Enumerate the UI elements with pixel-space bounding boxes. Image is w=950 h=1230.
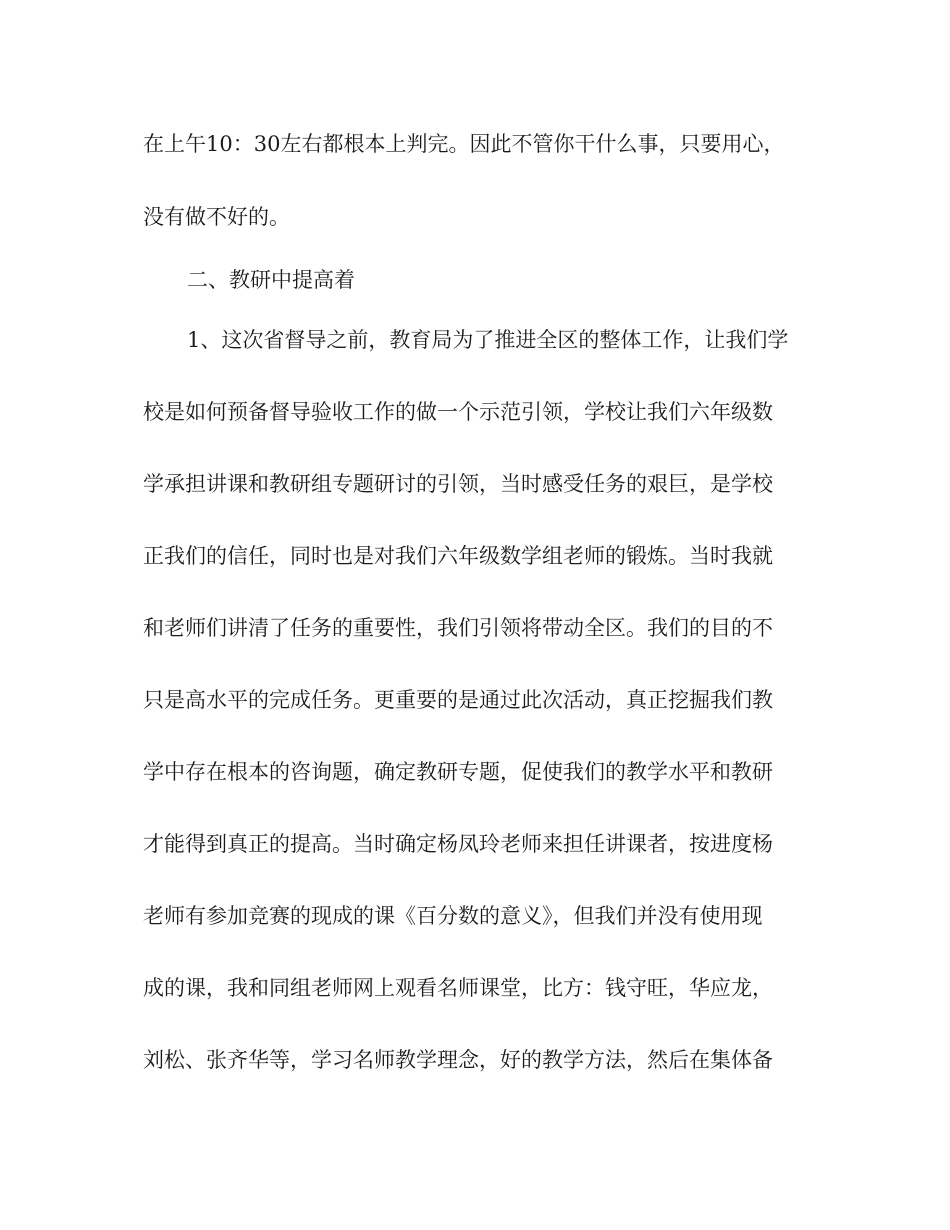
paragraph-line: 才能得到真正的提高。当时确定杨凤玲老师来担任讲课者，按进度杨: [143, 832, 773, 856]
paragraph-line: 学中存在根本的咨询题，确定教研专题，促使我们的教学水平和教研: [143, 760, 773, 784]
paragraph-line: 1、这次省督导之前，教育局为了推进全区的整体工作，让我们学: [187, 328, 789, 352]
paragraph-line: 校是如何预备督导验收工作的做一个示范引领，学校让我们六年级数: [143, 400, 773, 424]
paragraph-line: 没有做不好的。: [143, 205, 290, 229]
paragraph-line: 和老师们讲清了任务的重要性，我们引领将带动全区。我们的目的不: [143, 616, 773, 640]
section-heading: 二、教研中提高着: [187, 268, 355, 292]
paragraph-line: 正我们的信任，同时也是对我们六年级数学组老师的锻炼。当时我就: [143, 544, 773, 568]
paragraph-line: 老师有参加竞赛的现成的课《百分数的意义》，但我们并没有使用现: [143, 904, 763, 928]
paragraph-line: 在上午10：30左右都根本上判完。因此不管你干什么事，只要用心，: [143, 132, 785, 156]
paragraph-line: 学承担讲课和教研组专题研讨的引领，当时感受任务的艰巨，是学校: [143, 472, 773, 496]
paragraph-line: 刘松、张齐华等，学习名师教学理念，好的教学方法，然后在集体备: [143, 1048, 773, 1072]
paragraph-line: 成的课，我和同组老师网上观看名师课堂，比方：钱守旺，华应龙，: [143, 976, 773, 1000]
paragraph-line: 只是高水平的完成任务。更重要的是通过此次活动，真正挖掘我们教: [143, 688, 773, 712]
